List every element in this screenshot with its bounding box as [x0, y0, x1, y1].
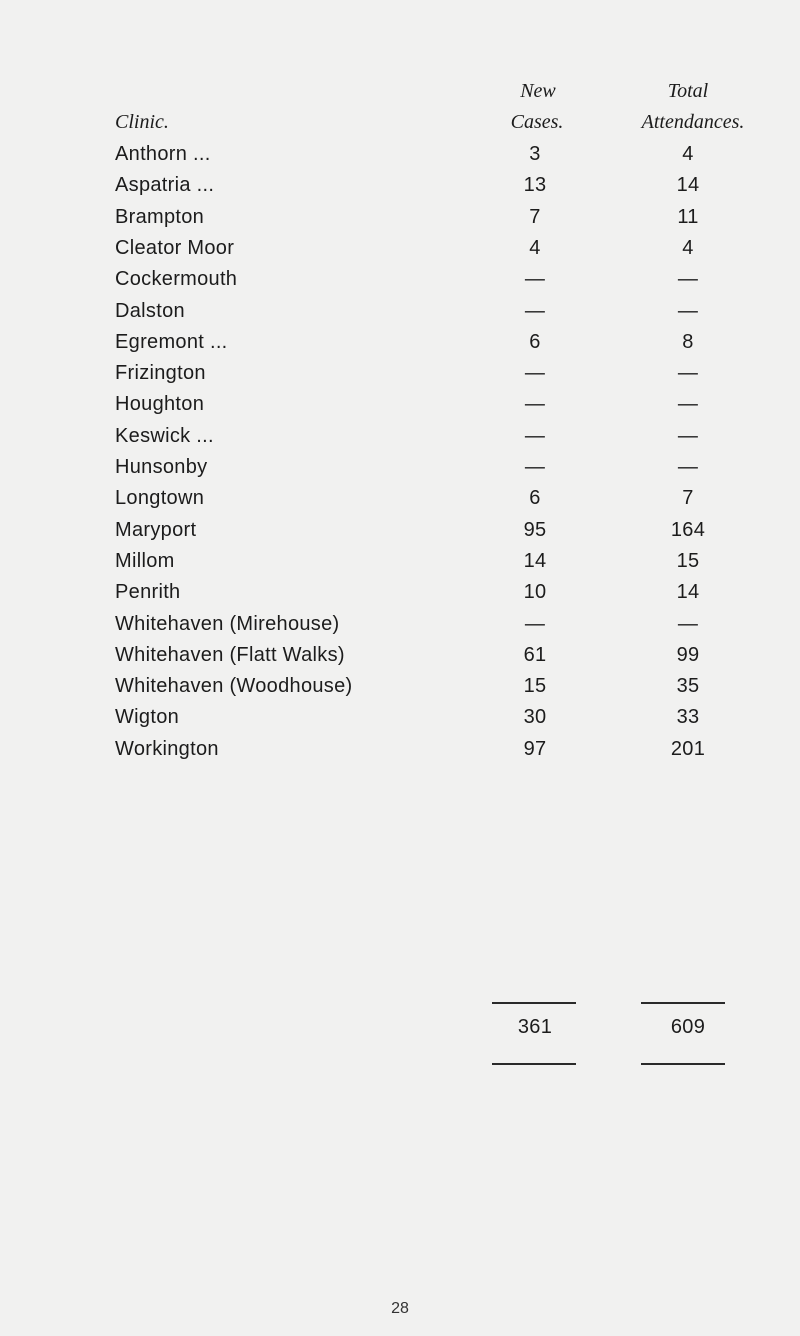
table-row: [115, 550, 775, 584]
header-total: Total: [667, 80, 709, 102]
total-attendances-value: 33: [676, 706, 700, 729]
new-cases-value: 6: [529, 487, 541, 510]
table-row: [115, 206, 775, 240]
clinic-name: Egremont ...: [115, 330, 228, 353]
new-cases-value: 6: [529, 330, 541, 353]
total-attendances-value: —: [677, 424, 699, 447]
total-attendances-value: 35: [676, 675, 700, 698]
table-row: [115, 644, 775, 678]
total-attendances-value: 11: [677, 205, 699, 228]
new-cases-value: 61: [523, 643, 547, 666]
total-attendances-value: 7: [682, 487, 694, 510]
header-new: New: [520, 80, 556, 102]
table-row: [115, 581, 775, 615]
table-row: [115, 331, 775, 365]
clinic-name: Penrith: [115, 581, 181, 604]
table-row: [115, 143, 775, 177]
total-attendances-value: 14: [676, 581, 700, 604]
table-row: [115, 425, 775, 459]
clinic-name: Anthorn ...: [115, 143, 211, 165]
table-row: [115, 487, 775, 521]
clinic-name: Aspatria ...: [115, 174, 215, 197]
header-clinic: Clinic.: [115, 111, 169, 133]
clinic-name: Dalston: [115, 299, 185, 322]
new-cases-value: 10: [523, 581, 547, 604]
table-row: [115, 613, 775, 647]
total-attendances-value: —: [677, 393, 699, 416]
total-attendances-value: —: [677, 456, 699, 478]
new-cases-value: 14: [523, 549, 547, 572]
new-cases-value: 3: [529, 143, 541, 165]
total-attendances-value: 15: [676, 549, 700, 572]
clinic-name: Whitehaven (Flatt Walks): [115, 643, 345, 666]
new-cases-value: —: [524, 393, 546, 416]
total-attendances-value: 99: [676, 643, 700, 666]
clinic-name: Hunsonby: [115, 456, 208, 478]
total-attendances-value: —: [677, 268, 699, 291]
total-attendances: 609: [670, 1016, 706, 1038]
new-cases-value: 4: [529, 236, 541, 259]
total-attendances-value: 4: [682, 143, 694, 165]
clinic-name: Frizington: [115, 362, 206, 385]
clinic-name: Houghton: [115, 393, 205, 416]
attendances-subtotal-rule: [641, 1002, 725, 1004]
page-number: 28: [391, 1300, 409, 1317]
new-cases-value: —: [524, 299, 546, 322]
table-row: [115, 362, 775, 396]
new-cases-value: 30: [523, 706, 547, 729]
clinic-name: Longtown: [115, 487, 205, 510]
new-cases-value: —: [524, 268, 546, 291]
new-cases-value: 15: [523, 675, 547, 698]
table-row: [115, 174, 775, 208]
total-attendances-value: 4: [682, 236, 694, 259]
clinic-name: Millom: [115, 549, 175, 572]
new-cases-value: —: [524, 362, 546, 385]
new-cases-value: —: [524, 456, 546, 478]
new-cases-total-rule: [492, 1063, 576, 1065]
table-row: [115, 675, 775, 709]
clinic-name: Cleator Moor: [115, 236, 235, 259]
clinic-name: Workington: [115, 737, 219, 760]
table-row: [115, 393, 775, 427]
clinic-name: Whitehaven (Woodhouse): [115, 675, 353, 698]
clinic-name: Wigton: [115, 706, 180, 729]
table-row: [115, 237, 775, 271]
table-row: [115, 706, 775, 740]
new-cases-value: 95: [523, 518, 547, 541]
attendances-total-rule: [641, 1063, 725, 1065]
table-row: [115, 519, 775, 553]
total-new-cases: 361: [517, 1016, 553, 1038]
new-cases-value: —: [524, 612, 546, 635]
table-row: [115, 456, 775, 490]
clinic-name: Cockermouth: [115, 268, 238, 291]
header-cases: Cases.: [510, 111, 564, 133]
total-attendances-value: 201: [670, 737, 706, 760]
total-attendances-value: 14: [676, 174, 700, 197]
clinic-name: Whitehaven (Mirehouse): [115, 612, 340, 635]
new-cases-value: 97: [523, 737, 547, 760]
clinic-name: Brampton: [115, 205, 205, 228]
table-row: [115, 738, 775, 772]
new-cases-value: 13: [523, 174, 547, 197]
table-row: [115, 268, 775, 302]
table-row: [115, 300, 775, 334]
total-attendances-value: —: [677, 299, 699, 322]
new-cases-subtotal-rule: [492, 1002, 576, 1004]
total-attendances-value: —: [677, 362, 699, 385]
clinic-name: Maryport: [115, 518, 197, 541]
total-attendances-value: 8: [682, 330, 694, 353]
header-attendances: Attendances.: [641, 111, 745, 133]
new-cases-value: 7: [529, 205, 541, 228]
new-cases-value: —: [524, 424, 546, 447]
totals-row: [115, 1016, 775, 1050]
clinic-name: Keswick ...: [115, 424, 214, 447]
total-attendances-value: —: [677, 612, 699, 635]
total-attendances-value: 164: [670, 518, 706, 541]
